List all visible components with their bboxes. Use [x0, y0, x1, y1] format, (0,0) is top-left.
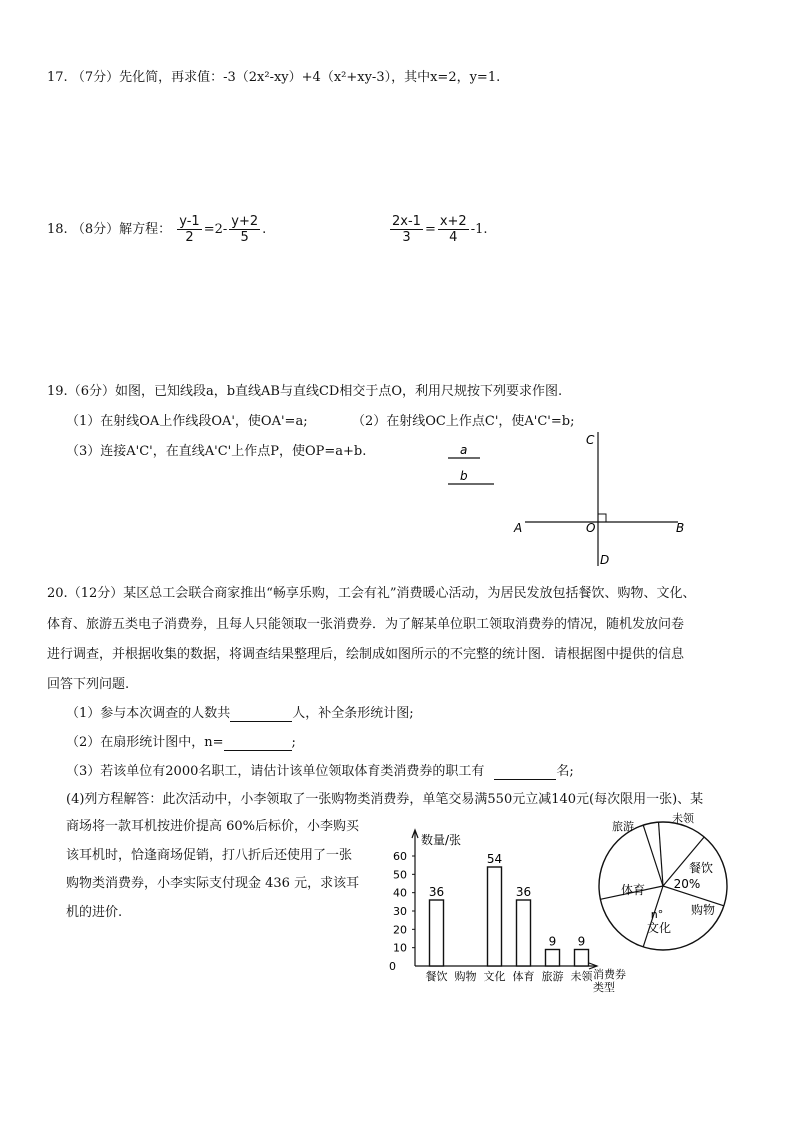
- q20-p4: 回答下列问题.: [47, 677, 130, 692]
- bar-label-体育: 36: [515, 885, 532, 899]
- q20-s2-b: ;: [291, 735, 296, 750]
- q20-s3-b: 名;: [556, 764, 574, 779]
- bar-体育: [517, 900, 531, 966]
- pie-label-未领: 未领: [672, 812, 694, 825]
- q18-prefix: 解方程：: [119, 222, 172, 237]
- point-a-label: A: [514, 521, 523, 535]
- x-tick-label-4: 旅游: [541, 970, 564, 983]
- q20-s4-line3: 购物类消费券，小李实际支付现金 436 元，求该耳: [66, 876, 360, 891]
- q20-s1-a: （1）参与本次调查的人数共: [66, 706, 231, 721]
- q20-p2: 体育、旅游五类电子消费券，且每人只能领取一张消费券．为了解某单位职工领取消费券的情况，随机发放问卷: [47, 617, 685, 632]
- bar-label-未领: 9: [577, 934, 586, 949]
- q20-number: 20.: [47, 586, 68, 601]
- x-tick-label-2: 文化: [483, 970, 506, 983]
- bar-label-餐饮: 36: [428, 885, 445, 899]
- x-tick-label-0: 餐饮: [425, 970, 448, 983]
- x-tick-label-3: 体育: [512, 970, 535, 983]
- q18-eq1-frac2: $\frac{y+2}{5}$: [231, 214, 259, 245]
- bar-label-文化: 54: [486, 852, 503, 866]
- q18-score: （8分）: [71, 222, 120, 237]
- q17: [47, 66, 500, 85]
- q20-s2-blank[interactable]: [224, 735, 292, 751]
- y-tick-label-30: 30: [393, 905, 407, 918]
- pie-label-旅游: 旅游: [612, 820, 634, 833]
- q20-s4-line4: 机的进价.: [66, 905, 123, 920]
- y-tick-label-10: 10: [393, 941, 407, 955]
- q20-s2: [66, 731, 296, 751]
- point-d-label: D: [600, 553, 610, 567]
- q20-score: （12分）: [67, 586, 124, 601]
- x-axis-label-2: 类型: [593, 981, 615, 994]
- bar-label-旅游: 9: [548, 934, 557, 949]
- q19-sub2: （2）在射线OC上作点C'，使A'C'=b;: [352, 414, 575, 429]
- pie-label-餐饮-pct: 20%: [673, 877, 701, 891]
- q20-s1-blank[interactable]: [230, 706, 292, 722]
- right-angle-mark: [598, 514, 606, 522]
- y-tick-label-40: 40: [393, 886, 407, 900]
- q18-eq2-mid: =: [424, 222, 436, 237]
- pie-chart: [595, 808, 735, 958]
- q20-s4-line1: 商场将一款耳机按进价提高 60%后标价，小李购买: [66, 819, 360, 834]
- y-tick-label-50: 50: [393, 868, 407, 882]
- x-axis-label-1: 消费券: [593, 968, 626, 981]
- q20-s1-b: 人，补全条形统计图;: [292, 706, 414, 721]
- bar-餐饮: [430, 900, 444, 966]
- q20-s3-a: （3）若该单位有2000名职工，请估计该单位领取体育类消费券的职工有: [66, 764, 485, 779]
- bar-文化: [488, 867, 502, 966]
- q18-eq1-mid: =2-: [203, 222, 228, 237]
- point-o-label: O: [586, 521, 596, 535]
- segment-b-label: b: [460, 469, 468, 483]
- segment-a-label: a: [460, 443, 468, 457]
- q19: [47, 380, 562, 399]
- q19-sub3: （3）连接A'C'，在直线A'C'上作点P，使OP=a+b.: [66, 444, 367, 459]
- y-tick-label-0: 0: [389, 960, 396, 973]
- q18-eq1-end: .: [262, 222, 267, 237]
- pie-label-文化-angle: n°: [650, 908, 664, 921]
- q20-p1: [47, 582, 696, 601]
- q20-s3: [66, 760, 574, 780]
- y-tick-label-60: 60: [393, 850, 407, 863]
- bar-chart-bars: [429, 852, 589, 966]
- q18-eq1-frac1: $\frac{y-1}{2}$: [179, 214, 200, 245]
- bar-旅游: [546, 950, 560, 967]
- q18-eq2-end: -1.: [470, 222, 488, 237]
- q19-sub1: （1）在射线OA上作线段OA'，使OA'=a;: [66, 414, 308, 429]
- q20-s1: [66, 702, 414, 722]
- q19-number: 19.: [47, 384, 68, 399]
- y-tick-label-20: 20: [393, 923, 407, 937]
- y-axis-label: 数量/张: [421, 833, 462, 847]
- q17-text: 先化简，再求值：-3（2x²-xy）+4（x²+xy-3），其中x=2，y=1.: [119, 70, 501, 85]
- q19-figure: [440, 430, 720, 570]
- q20-s4: (4)列方程解答：此次活动中，小李领取了一张购物类消费券，单笔交易满550元立减140元(每次限用一张)、某: [66, 792, 704, 807]
- pie-label-体育: 体育: [620, 883, 646, 897]
- q19-score: （6分）: [67, 384, 115, 399]
- q17-number: 17.: [47, 70, 68, 85]
- q20-p3: 进行调查，并根据收集的数据，将调查结果整理后，绘制成如图所示的不完整的统计图．请根据图中提供的信息: [47, 647, 685, 662]
- q18: [47, 214, 266, 245]
- q20-s3-blank[interactable]: [494, 764, 556, 780]
- q17-score: （7分）: [71, 70, 120, 85]
- q18-eq2-frac1: $\frac{2x-1}{3}$: [392, 214, 421, 245]
- q18-eq2: [388, 214, 488, 245]
- q20-s4-line2: 该耳机时，恰逢商场促销，打八折后还使用了一张: [66, 848, 353, 863]
- bar-未领: [575, 950, 589, 967]
- q18-number: 18.: [47, 222, 68, 237]
- point-c-label: C: [586, 433, 595, 447]
- pie-label-文化: 文化: [646, 921, 672, 935]
- q20-p1-text: 某区总工会联合商家推出“畅享乐购，工会有礼”消费暖心活动，为居民发放包括餐饮、购物、文化、: [123, 586, 696, 601]
- point-b-label: B: [676, 521, 685, 535]
- pie-label-餐饮: 餐饮: [688, 861, 714, 875]
- q18-eq2-frac2: $\frac{x+2}{4}$: [439, 214, 467, 245]
- q20-s2-a: （2）在扇形统计图中，n=: [66, 735, 224, 750]
- pie-label-购物: 购物: [690, 903, 716, 917]
- x-tick-label-5: 未领: [570, 970, 593, 983]
- q19-text: 如图，已知线段a，b直线AB与直线CD相交于点O，利用尺规按下列要求作图.: [114, 384, 563, 399]
- x-tick-label-1: 购物: [454, 970, 477, 983]
